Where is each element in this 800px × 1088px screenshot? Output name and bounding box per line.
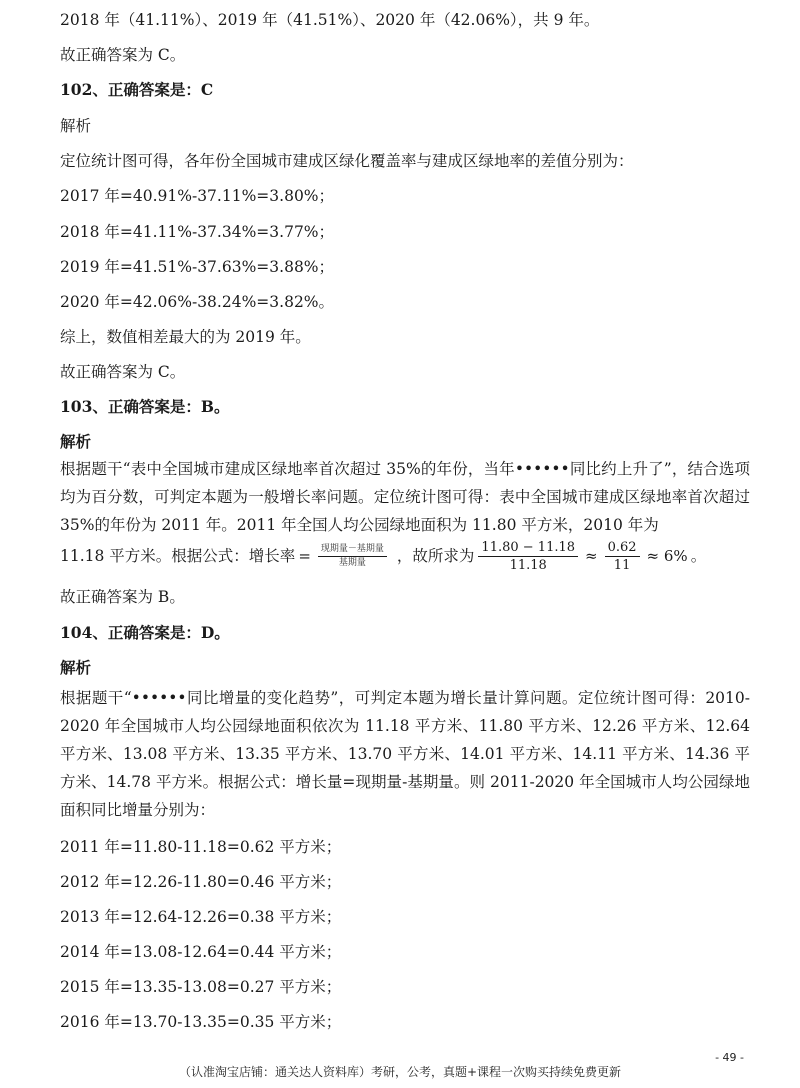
calc-fraction bbox=[478, 540, 578, 573]
calc-line: 2018 年=41.11%-37.34%=3.77%； bbox=[60, 223, 335, 241]
fraction-denominator: 11 bbox=[613, 557, 631, 573]
page-footer: （认准淘宝店铺：通关达人资料库）考研，公考，真题+课程一次购买持续免费更新 bbox=[178, 1065, 622, 1079]
answer-line: 故正确答案为 C。 bbox=[60, 46, 186, 64]
text-line: 2018 年（41.11%）、2019 年（41.51%）、2020 年（42.06%），共 9 年。 bbox=[60, 11, 600, 29]
analysis-label: 解析 bbox=[60, 432, 92, 451]
formula-text: 11.18 平方米。根据公式：增长率 bbox=[60, 547, 296, 565]
approx-result: ≈ 6% bbox=[646, 547, 688, 565]
growth-rate-fraction bbox=[318, 544, 387, 569]
calc-line: 2016 年=13.70-13.35=0.35 平方米； bbox=[60, 1013, 342, 1031]
calc-line: 2019 年=41.51%-37.63%=3.88%； bbox=[60, 258, 335, 276]
text-line: 综上，数值相差最大的为 2019 年。 bbox=[60, 328, 311, 346]
calc-line: 2012 年=12.26-11.80=0.46 平方米； bbox=[60, 873, 342, 891]
calc-line: 2014 年=13.08-12.64=0.44 平方米； bbox=[60, 943, 342, 961]
q102-heading: 102、正确答案是：C bbox=[60, 80, 214, 99]
fraction-denominator: 11.18 bbox=[509, 557, 547, 573]
q103-heading: 103、正确答案是：B。 bbox=[60, 397, 230, 416]
paragraph: 根据题干“表中全国城市建成区绿地率首次超过 35%的年份，当年••••••同比约上升了”，结合选项均为百分数，可判定本题为一般增长率问题。定位统计图可得：表中全国城市建成区绿地率首次超过 35%的年份为 2011 年。2011 年全国人均公园绿地面积为 11.80 平方米，2010 年为 bbox=[60, 460, 750, 534]
fraction-denominator: 基期量 bbox=[338, 557, 366, 568]
approx-sign: ≈ bbox=[585, 547, 598, 565]
formula-text: ，故所求为 bbox=[396, 547, 475, 565]
calc-line: 2017 年=40.91%-37.11%=3.80%； bbox=[60, 187, 335, 205]
page-number: - 49 - bbox=[715, 1051, 744, 1064]
analysis-label: 解析 bbox=[60, 658, 92, 677]
calc-line: 2020 年=42.06%-38.24%=3.82%。 bbox=[60, 293, 335, 311]
answer-line: 故正确答案为 B。 bbox=[60, 588, 185, 606]
calc-line: 2013 年=12.64-12.26=0.38 平方米； bbox=[60, 908, 342, 926]
equals-sign: = bbox=[298, 547, 311, 565]
fraction-numerator: 现期量－基期量 bbox=[318, 544, 387, 557]
calc-line: 2011 年=11.80-11.18=0.62 平方米； bbox=[60, 838, 342, 856]
text-line: 定位统计图可得，各年份全国城市建成区绿化覆盖率与建成区绿地率的差值分别为： bbox=[60, 152, 634, 170]
formula-end: 。 bbox=[690, 547, 707, 565]
formula-line bbox=[60, 536, 750, 576]
q104-heading: 104、正确答案是：D。 bbox=[60, 623, 230, 642]
paragraph: 根据题干“••••••同比增量的变化趋势”，可判定本题为增长量计算问题。定位统计图可得：2010-2020 年全国城市人均公园绿地面积依次为 11.18 平方米、11.80 平方米、12.26 平方米、12.64 平方米、13.08 平方米、13.35 平方米、13.70 平方米、14.01 平方米、14.11 平方米、14.36 平方米、14.78 平方米。根据公式：增长量=现期量-基期量。则 2011-2020 年全国城市人均公园绿地面积同比增量分别为： bbox=[60, 689, 750, 819]
analysis-label: 解析 bbox=[60, 117, 92, 135]
fraction-numerator: 0.62 bbox=[605, 540, 640, 557]
fraction-numerator: 11.80 − 11.18 bbox=[478, 540, 578, 557]
calc-fraction bbox=[605, 540, 640, 573]
calc-line: 2015 年=13.35-13.08=0.27 平方米； bbox=[60, 978, 342, 996]
answer-line: 故正确答案为 C。 bbox=[60, 363, 186, 381]
